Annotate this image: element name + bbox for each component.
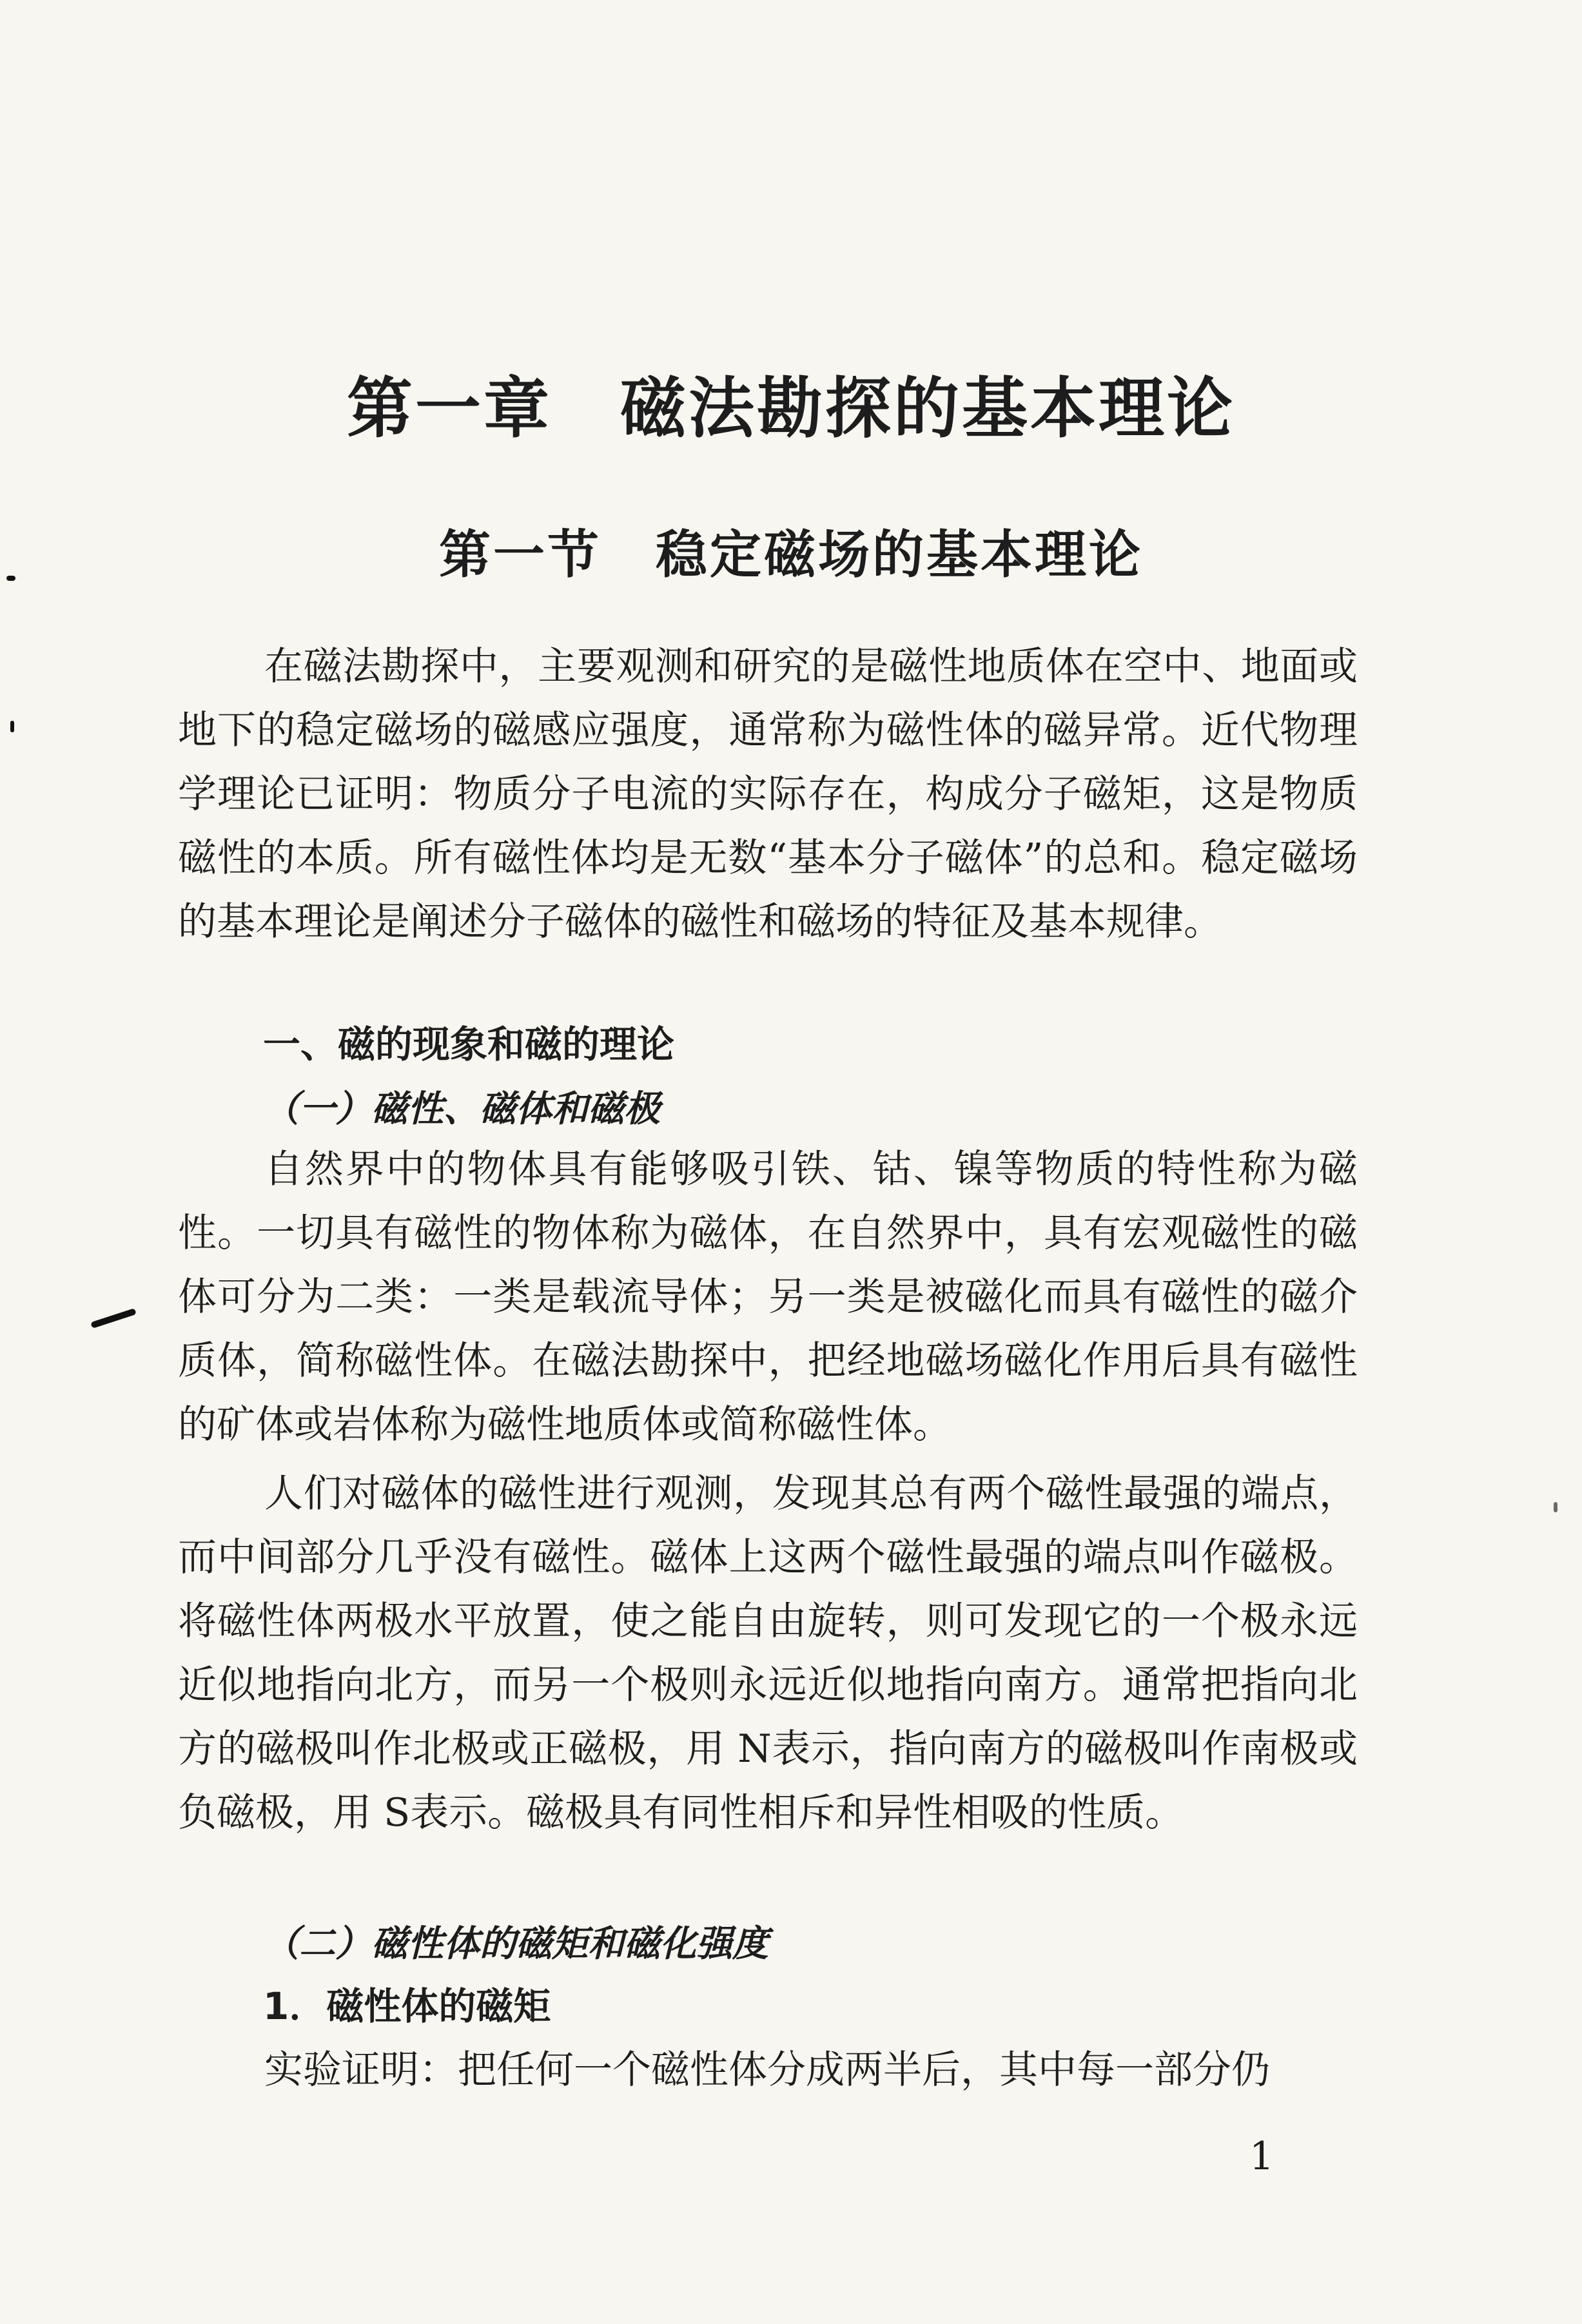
heading-magnetic-moment: 1．磁性体的磁矩 — [263, 1984, 551, 2028]
scan-mark — [90, 1308, 137, 1329]
subheading-moment-magnetization: （二）磁性体的磁矩和磁化强度 — [263, 1922, 768, 1965]
subheading-magnetism-poles: （一）磁性、磁体和磁极 — [263, 1088, 660, 1130]
scan-mark — [6, 576, 15, 581]
intro-paragraph: 在磁法勘探中，主要观测和研究的是磁性地质体在空中、地面或地下的稳定磁场的磁感应强度，通常称为磁性体的磁异常。近代物理学理论已证明：物质分子电流的实际存在，构成分子磁矩，这是物质磁性的本质。所有磁性体均是无数“基本分子磁体”的总和。稳定磁场的基本理论是阐述分子磁体的磁性和磁场的特征及基本规律。 — [178, 644, 1358, 944]
section-title: 第一节 稳定磁场的基本理论 — [439, 524, 1143, 585]
heading-magnetic-phenomena: 一、磁的现象和磁的理论 — [263, 1022, 675, 1066]
magnetic-poles-paragraph: 人们对磁体的磁性进行观测，发现其总有两个磁性最强的端点，而中间部分几乎没有磁性。磁体上这两个磁性最强的端点叫作磁极。将磁性体两极水平放置，使之能自由旋转，则可发现它的一个极永远近似地指向北方，而另一个极则永远近似地指向南方。通常把指向北方的磁极叫作北极或正磁极，用 N表示，指向南方的磁极叫作南极或负磁极，用 S表示。磁极具有同性相斥和异性相吸的性质。 — [178, 1471, 1358, 1835]
chapter-title: 第一章 磁法勘探的基本理论 — [347, 371, 1235, 447]
scan-mark — [10, 721, 14, 732]
magnetism-definition-paragraph: 自然界中的物体具有能够吸引铁、钴、镍等物质的特性称为磁性。一切具有磁性的物体称为磁体，在自然界中，具有宏观磁性的磁体可分为二类：一类是载流导体；另一类是被磁化而具有磁性的磁介质体，简称磁性体。在磁法勘探中，把经地磁场磁化作用后具有磁性的矿体或岩体称为磁性地质体或简称磁性体。 — [178, 1147, 1358, 1447]
experiment-paragraph: 实验证明：把任何一个磁性体分成两半后，其中每一部分仍 — [264, 2047, 1270, 2093]
page-number: 1 — [1249, 2134, 1274, 2179]
scan-mark — [1554, 1502, 1558, 1512]
